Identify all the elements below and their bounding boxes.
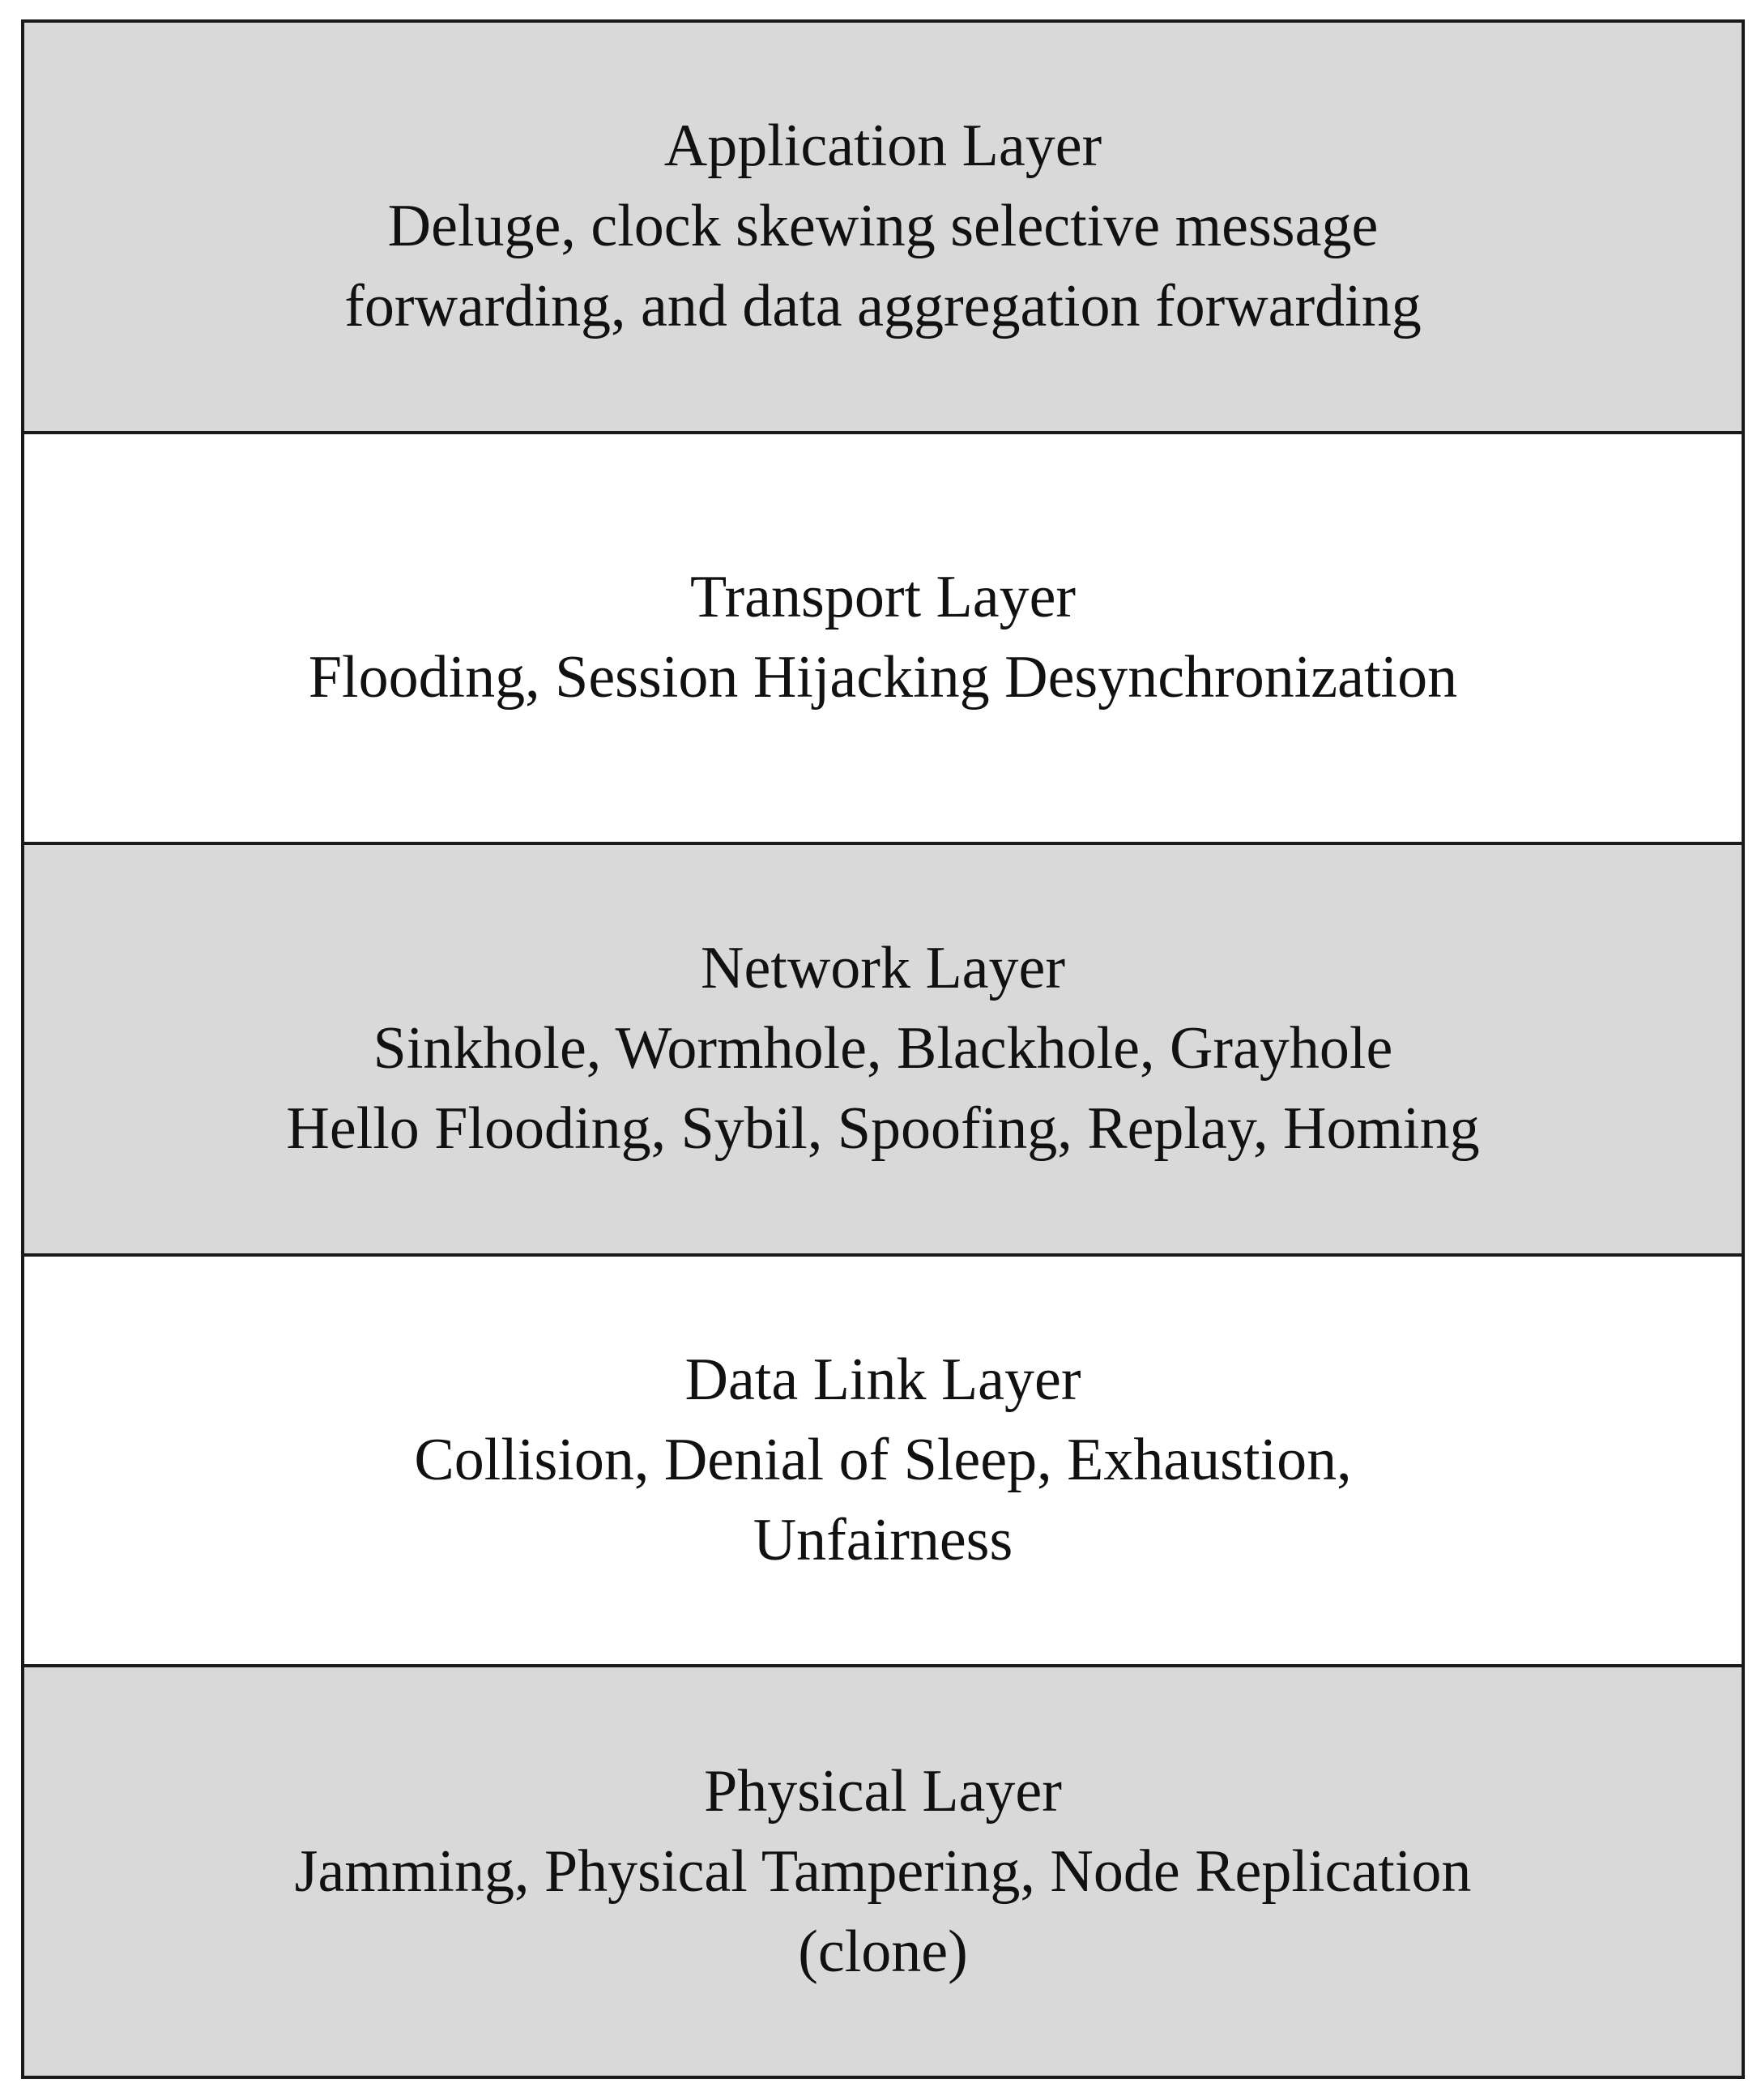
layer-attacks-line: Flooding, Session Hijacking Desynchronization (308, 644, 1458, 711)
layer-title: Physical Layer (704, 1757, 1062, 1825)
layer-attacks-line: Deluge, clock skewing selective message (387, 193, 1379, 260)
network-layer-box (24, 842, 1742, 1253)
layer-title: Transport Layer (689, 564, 1077, 631)
layer-attacks-line: Sinkhole, Wormhole, Blackhole, Grayhole (373, 1015, 1393, 1082)
layer-attacks-line: Unfairness (753, 1507, 1013, 1574)
layer-attacks-line: (clone) (798, 1918, 968, 1985)
layer-stack-diagram (21, 19, 1745, 2079)
layer-attacks-line: forwarding, and data aggregation forwarding (344, 273, 1422, 340)
layer-attacks-line: Collision, Denial of Sleep, Exhaustion, (414, 1427, 1352, 1494)
application-layer-box (24, 23, 1742, 431)
layer-attacks-line: Jamming, Physical Tampering, Node Replication (294, 1838, 1472, 1905)
layer-title: Network Layer (701, 935, 1065, 1002)
data-link-layer-box (24, 1253, 1742, 1665)
layer-title: Data Link Layer (684, 1347, 1081, 1414)
transport-layer-box (24, 431, 1742, 843)
layer-title: Application Layer (663, 113, 1102, 180)
physical-layer-box (24, 1664, 1742, 2076)
layer-attacks-line: Hello Flooding, Sybil, Spoofing, Replay, Homing (286, 1095, 1480, 1163)
